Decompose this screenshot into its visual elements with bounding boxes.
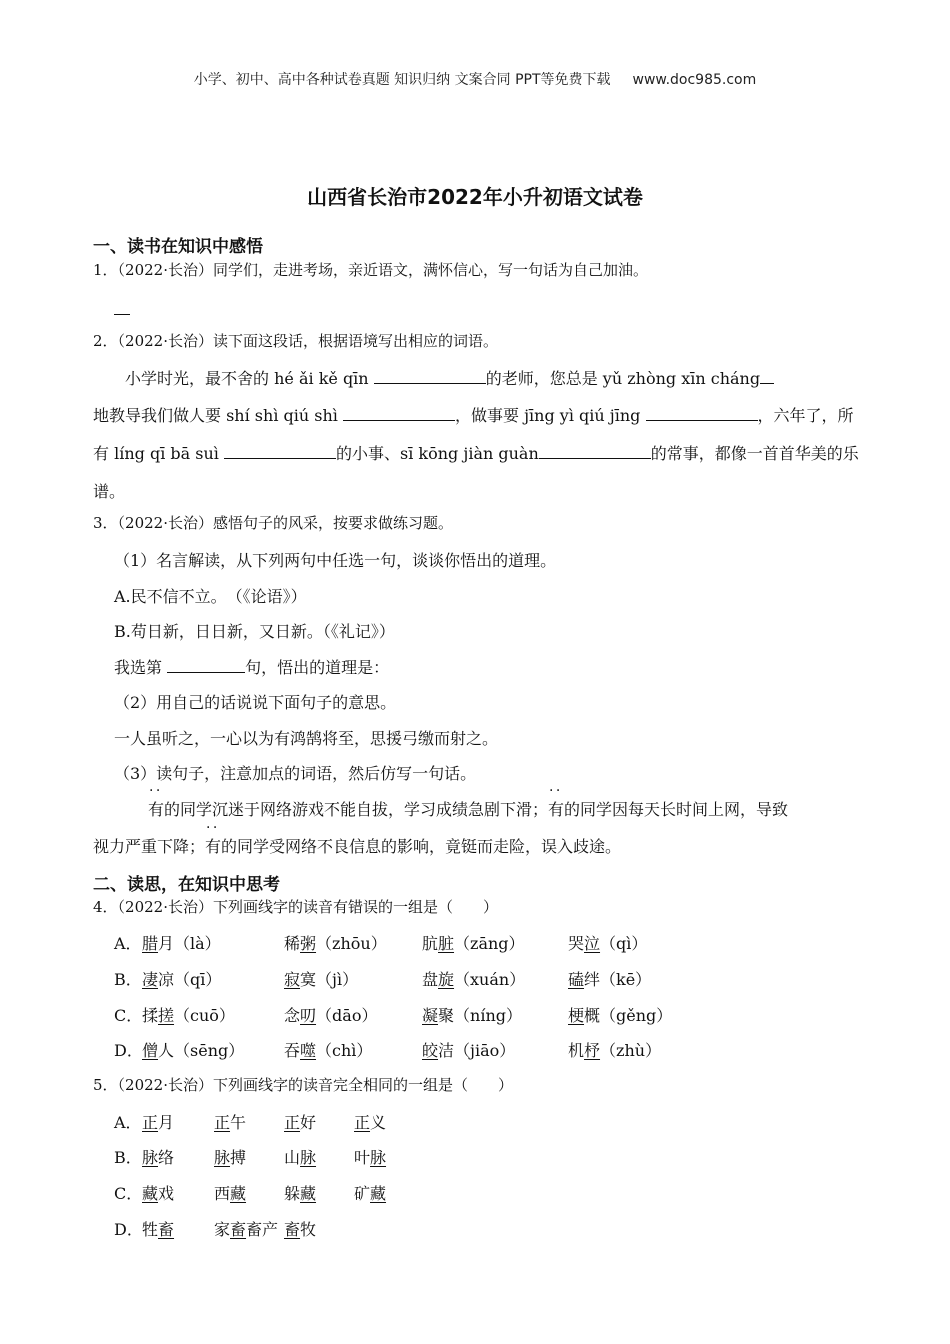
q2-l1b: 的老师，您总是 yǔ zhòng xīn cháng <box>485 369 761 388</box>
underlined-char: 正 <box>284 1113 301 1132</box>
q3-choose-a: 我选第 <box>114 658 168 677</box>
question-5: 5．（2022·长治）下列画线字的读音完全相同的一组是（ ） <box>93 1076 513 1094</box>
q4-option-item: 稀粥（zhōu） <box>284 934 387 953</box>
q2-l1a: 小学时光，最不舍的 hé ǎi kě qīn <box>125 369 374 388</box>
question-2: 2．（2022·长治）读下面这段话，根据语境写出相应的词语。 <box>93 332 498 350</box>
underlined-char: 脉 <box>300 1148 317 1167</box>
q3-s2: 同学因每天长时间上网，导致 <box>580 800 789 819</box>
q2-l3c: 的常事，都像一首首华美的乐 <box>650 444 859 463</box>
dotted-word-1: · · 有的 <box>148 797 180 820</box>
underlined-char: 叨 <box>300 1006 317 1025</box>
q2-l2b: ，做事要 jīng yì qiú jīng <box>455 406 646 425</box>
q2-l3b: 的小事、sī kōng jiàn guàn <box>336 444 539 463</box>
q3-s3a: 视力严重下降； <box>93 837 206 856</box>
header-text: 小学、初中、高中各种试卷真题 知识归纳 文案合同 PPT等免费下载 <box>193 72 611 88</box>
underlined-char: 正 <box>142 1113 159 1132</box>
q3-choose-line <box>114 655 389 678</box>
q4-option-item: 磕绊（kē） <box>568 970 652 989</box>
q3-part-3: （3）读句子，注意加点的词语，然后仿写一句话。 <box>114 764 477 783</box>
q5-option-item: 脉搏 <box>214 1148 247 1167</box>
q4-option-label: B． <box>114 970 142 989</box>
q3-choose-blank[interactable] <box>167 658 245 673</box>
underlined-char: 搓 <box>158 1006 175 1025</box>
q4-option-item: 寂寞（jì） <box>284 970 359 989</box>
question-4: 4．（2022·长治）下列画线字的读音有错误的一组是（ ） <box>93 898 498 916</box>
q5-option-label: B． <box>114 1148 142 1167</box>
underlined-char: 僧 <box>142 1041 159 1060</box>
q2-blank-6[interactable] <box>539 444 651 459</box>
section-2-heading: 二、读思，在知识中思考 <box>93 875 280 895</box>
underlined-char: 泣 <box>584 934 601 953</box>
q5-option-item: 叶脉 <box>354 1148 387 1167</box>
q5-option-item: 牲畜 <box>142 1220 175 1239</box>
underlined-char: 皎 <box>422 1041 439 1060</box>
underlined-char: 脏 <box>438 934 455 953</box>
q5-option-item: 正义 <box>354 1113 387 1132</box>
q5-option-item: 藏戏 <box>142 1184 175 1203</box>
q4-option-item: 哭泣（qì） <box>568 934 648 953</box>
q5-option-item: 山脉 <box>284 1148 317 1167</box>
underlined-char: 脉 <box>214 1148 231 1167</box>
header-site[interactable]: www.doc985.com <box>632 72 757 88</box>
underlined-char: 藏 <box>142 1184 159 1203</box>
q3-part-1: （1）名言解读，从下列两句中任选一句，谈谈你悟出的道理。 <box>114 551 557 570</box>
q2-blank-5[interactable] <box>224 444 336 459</box>
q5-option-item: 脉络 <box>142 1148 175 1167</box>
q3-passage-line-2 <box>93 834 621 857</box>
q4-option-item: 盘旋（xuán） <box>422 970 526 989</box>
q5-option-item: 躲藏 <box>284 1184 317 1203</box>
q4-option-item: 僧人（sēng） <box>142 1041 245 1060</box>
q4-option-item: 吞噬（chì） <box>284 1041 373 1060</box>
q5-option-item: 矿藏 <box>354 1184 387 1203</box>
underlined-char: 畜 <box>230 1220 247 1239</box>
underlined-char: 凄 <box>142 970 159 989</box>
q3-s1: 同学沉迷于网络游戏不能自拔，学习成绩急剧下滑； <box>180 800 549 819</box>
underlined-char: 藏 <box>370 1184 387 1203</box>
question-3: 3．（2022·长治）感悟句子的风采，按要求做练习题。 <box>93 514 453 532</box>
q4-option-label: D． <box>114 1041 143 1060</box>
q4-option-row[interactable] <box>114 1003 673 1026</box>
q2-line-4: 谱。 <box>93 482 126 501</box>
q5-option-item: 正月 <box>142 1113 175 1132</box>
q3-choose-b: 句，悟出的道理是： <box>245 658 390 677</box>
question-1: 1．（2022·长治）同学们，走进考场，亲近语文，满怀信心，写一句话为自己加油。 <box>93 261 648 279</box>
q5-option-label: C． <box>114 1184 143 1203</box>
underlined-char: 畜 <box>284 1220 301 1239</box>
q4-option-item: 肮脏（zāng） <box>422 934 525 953</box>
q5-option-label: D． <box>114 1220 143 1239</box>
q3-passage-line-1 <box>148 797 788 820</box>
q4-option-label: C． <box>114 1006 143 1025</box>
q4-option-item: 腊月（là） <box>142 934 221 953</box>
q5-option-item: 畜牧 <box>284 1220 317 1239</box>
underlined-char: 藏 <box>300 1184 317 1203</box>
underlined-char: 旋 <box>438 970 455 989</box>
q5-option-row[interactable] <box>114 1181 387 1204</box>
q4-option-row[interactable] <box>114 931 648 954</box>
underlined-char: 梗 <box>568 1006 585 1025</box>
underlined-char: 杼 <box>584 1041 601 1060</box>
q2-blank-1[interactable] <box>374 369 486 384</box>
underlined-char: 寂 <box>284 970 301 989</box>
q4-option-item: 皎洁（jiāo） <box>422 1041 516 1060</box>
q4-option-item: 机杼（zhù） <box>568 1041 662 1060</box>
underlined-char: 腊 <box>142 934 159 953</box>
q4-option-item: 凝聚（níng） <box>422 1006 522 1025</box>
q5-option-row[interactable] <box>114 1110 387 1133</box>
q3-option-a: A.民不信不立。 （《论语》） <box>114 587 307 606</box>
q2-blank-2[interactable] <box>760 369 774 384</box>
q5-option-item: 西藏 <box>214 1184 247 1203</box>
section-1-heading: 一、读书在知识中感悟 <box>93 237 263 257</box>
q3-option-b: B.苟日新，日日新，又日新。（《礼记》） <box>114 622 395 641</box>
page-header <box>0 69 950 89</box>
underlined-char: 噬 <box>300 1041 317 1060</box>
q2-line-2 <box>93 403 854 426</box>
dotted-word-3: · · 有的 <box>205 834 237 857</box>
q2-l2a: 地教导我们做人要 shí shì qiú shì <box>93 406 343 425</box>
q5-option-item: 正午 <box>214 1113 247 1132</box>
underlined-char: 藏 <box>230 1184 247 1203</box>
underlined-char: 畜 <box>158 1220 175 1239</box>
q5-option-label: A． <box>114 1113 142 1132</box>
underlined-char: 凝 <box>422 1006 439 1025</box>
q5-option-row[interactable] <box>114 1217 317 1240</box>
q2-line-3 <box>93 441 859 464</box>
q3-part-2: （2）用自己的话说说下面句子的意思。 <box>114 693 397 712</box>
q4-option-item: 念叨（dāo） <box>284 1006 378 1025</box>
underlined-char: 正 <box>214 1113 231 1132</box>
q5-option-item: 家畜畜产 <box>214 1220 279 1239</box>
q4-option-item: 凄凉（qī） <box>142 970 222 989</box>
q2-l3a: 有 líng qī bā suì <box>93 444 224 463</box>
q2-line-1 <box>125 366 774 389</box>
q4-option-item: 梗概（gěng） <box>568 1006 673 1025</box>
q3-sentence: 一人虽听之，一心以为有鸿鹄将至，思援弓缴而射之。 <box>114 729 499 748</box>
q2-blank-3[interactable] <box>343 406 455 421</box>
q4-option-row[interactable] <box>114 1038 662 1061</box>
exam-title: 山西省长治市2022年小升初语文试卷 <box>307 185 643 209</box>
underlined-char: 粥 <box>300 934 317 953</box>
underlined-char: 正 <box>354 1113 371 1132</box>
dotted-word-2: · · 有的 <box>548 797 580 820</box>
q4-option-label: A． <box>114 934 142 953</box>
q2-l2c: ，六年了，所 <box>757 406 854 425</box>
underlined-char: 磕 <box>568 970 585 989</box>
underlined-char: 脉 <box>370 1148 387 1167</box>
q4-option-item: 揉搓（cuō） <box>142 1006 235 1025</box>
q1-answer-line[interactable] <box>114 300 130 319</box>
underlined-char: 脉 <box>142 1148 159 1167</box>
q2-blank-4[interactable] <box>646 406 758 421</box>
q4-option-row[interactable] <box>114 967 652 990</box>
q5-option-item: 正好 <box>284 1113 317 1132</box>
q5-option-row[interactable] <box>114 1145 387 1168</box>
q3-s3b: 同学受网络不良信息的影响，竟铤而走险，误入歧途。 <box>237 837 622 856</box>
